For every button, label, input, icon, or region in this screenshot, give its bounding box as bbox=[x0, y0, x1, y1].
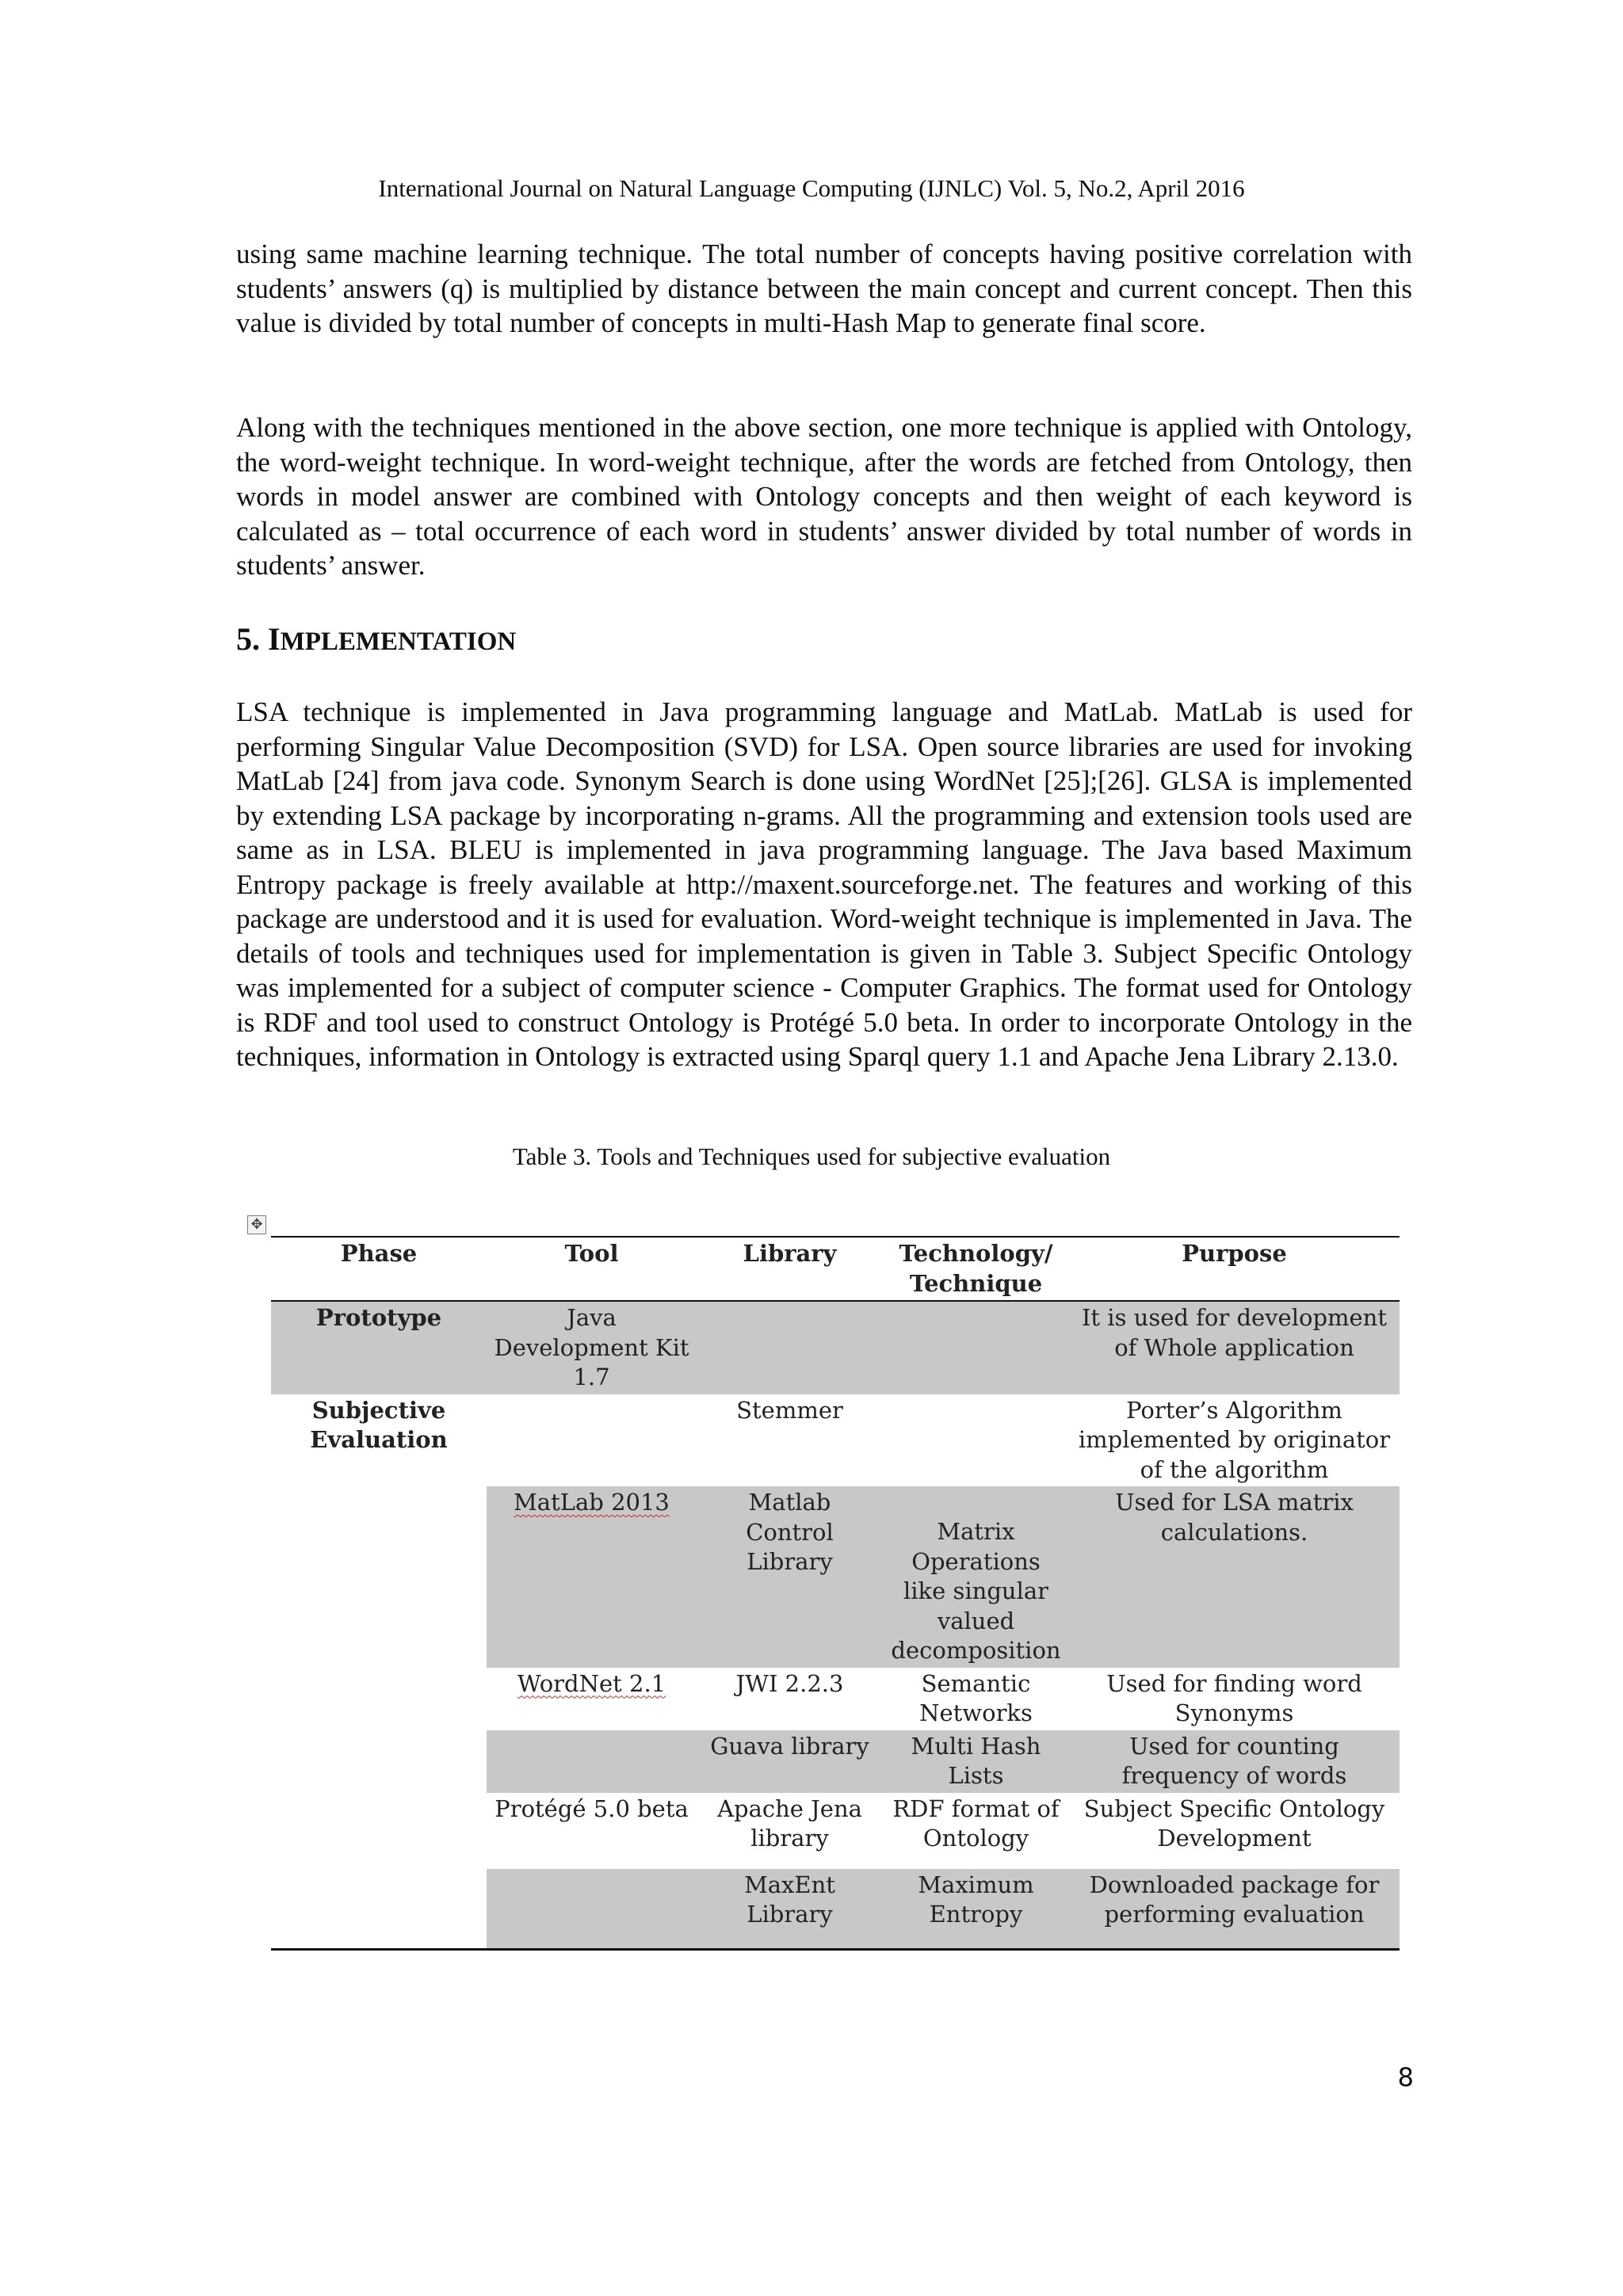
cell-purpose: Porter’s Algorithm implemented by originator of the algorithm bbox=[1078, 1396, 1391, 1483]
cell-library: Stemmer bbox=[736, 1396, 843, 1424]
cell-technique: Matrix Operations like singular valued decomposition bbox=[883, 1486, 1069, 1668]
header-library: Library bbox=[697, 1237, 883, 1301]
section-number: 5. bbox=[236, 621, 260, 657]
cell-tool-text: WordNet 2.1 bbox=[517, 1669, 666, 1697]
cell-phase bbox=[271, 1730, 487, 1793]
paragraph-implementation: LSA technique is implemented in Java programming language and MatLab. MatLab is used for performing Singular Value Decomposition (SVD) for LSA. Open source libraries are used for invoking MatLab [24] from java code. Synonym Search is done using WordNet [25];[26]. GLSA is implemented by extending LSA package by incorporating n-grams. All the programming and extension tools used are same as in LSA. BLEU is implemented in java programming language. The Java based Maximum Entropy package is freely available at http://maxent.sourceforge.net. The features and working of this package are understood and it is used for evaluation. Word-weight technique is implemented in Java. The details of tools and techniques used for implementation is given in Table 3. Subject Specific Ontology was implemented for a subject of computer science - Computer Graphics. The format used for Ontology is RDF and tool used to construct Ontology is Protégé 5.0 beta. In order to incorporate Ontology in the techniques, information in Ontology is extracted using Sparql query 1.1 and Apache Jena Library 2.13.0. bbox=[236, 696, 1412, 1072]
table-row-wordnet bbox=[271, 1668, 1400, 1730]
table-row-guava bbox=[271, 1730, 1400, 1793]
cell-technique: RDF format of Ontology bbox=[892, 1794, 1060, 1852]
cell-library-text: MaxEnt Library bbox=[744, 1871, 835, 1928]
cell-purpose: Downloaded package for performing evaluation bbox=[1069, 1869, 1400, 1950]
table-caption: Table 3. Tools and Techniques used for subjective evaluation bbox=[512, 1142, 1111, 1170]
header-purpose: Purpose bbox=[1069, 1237, 1400, 1301]
section-title-rest: MPLEMENTATION bbox=[280, 627, 517, 656]
table-row-stemmer bbox=[271, 1394, 1400, 1487]
cell-technique bbox=[883, 1301, 1069, 1394]
cell-purpose: Used for finding word Synonyms bbox=[1106, 1669, 1362, 1726]
table-header-row bbox=[271, 1237, 1400, 1301]
cell-tool bbox=[487, 1668, 697, 1730]
cell-phase bbox=[271, 1668, 487, 1730]
tools-techniques-table bbox=[271, 1236, 1400, 1951]
cell-phase bbox=[271, 1793, 487, 1869]
cell-phase: Prototype bbox=[315, 1304, 442, 1331]
cell-library-text: Matlab Control Library bbox=[746, 1489, 834, 1575]
section-title-initial: I bbox=[268, 621, 281, 657]
cell-purpose: Used for LSA matrix calculations. bbox=[1069, 1486, 1400, 1668]
header-tool: Tool bbox=[487, 1237, 697, 1301]
cell-phase bbox=[271, 1486, 487, 1668]
cell-technique: Multi Hash Lists bbox=[883, 1730, 1069, 1793]
cell-purpose: It is used for development of Whole application bbox=[1081, 1304, 1388, 1361]
cell-technique bbox=[883, 1394, 1069, 1487]
cell-tool bbox=[487, 1730, 697, 1793]
cell-library bbox=[697, 1869, 883, 1950]
cell-purpose: Subject Specific Ontology Development bbox=[1083, 1794, 1385, 1852]
paragraph-word-weight: Along with the techniques mentioned in the above section, one more technique is applied with Ontology, the word-weight technique. In word-weight technique, after the words are fetched from Ontology, then words in model answer are combined with Ontology concepts and then weight of each keyword is calculated as – total occurrence of each word in students’ answer divided by total number of words in students’ answer. bbox=[236, 412, 1412, 581]
cell-library bbox=[697, 1486, 883, 1668]
header-technique: Technology/ Technique bbox=[883, 1237, 1069, 1301]
table-row-protege bbox=[271, 1793, 1400, 1869]
cell-tool bbox=[487, 1394, 697, 1487]
paragraph-score-computation: using same machine learning technique. The total number of concepts having positive correlation with students’ answers (q) is multiplied by distance between the main concept and current concept. Then this value is divided by total number of concepts in multi-Hash Map to generate final score. bbox=[236, 238, 1412, 338]
cell-technique: Maximum Entropy bbox=[883, 1869, 1069, 1950]
cell-tool-text: MatLab 2013 bbox=[514, 1489, 670, 1516]
cell-phase bbox=[271, 1869, 487, 1950]
cell-tool bbox=[487, 1486, 697, 1668]
cell-library: Guava library bbox=[697, 1730, 883, 1793]
cell-technique: Semantic Networks bbox=[919, 1669, 1033, 1726]
cell-purpose: Used for counting frequency of words bbox=[1069, 1730, 1400, 1793]
cell-library: JWI 2.2.3 bbox=[735, 1669, 844, 1697]
table-row-matlab bbox=[271, 1486, 1400, 1668]
cell-library: Apache Jena library bbox=[717, 1794, 862, 1852]
table-move-handle-icon[interactable]: ✥ bbox=[247, 1215, 266, 1234]
header-phase: Phase bbox=[271, 1237, 487, 1301]
journal-header: International Journal on Natural Language Computing (IJNLC) Vol. 5, No.2, April 2016 bbox=[378, 174, 1245, 202]
table-row-maxent bbox=[271, 1869, 1400, 1950]
cell-phase: Subjective Evaluation bbox=[310, 1396, 448, 1453]
section-heading bbox=[236, 620, 516, 662]
cell-tool bbox=[487, 1869, 697, 1950]
cell-tool: Protégé 5.0 beta bbox=[495, 1794, 689, 1822]
cell-library bbox=[697, 1301, 883, 1394]
table-row-prototype bbox=[271, 1301, 1400, 1394]
cell-tool: Java Development Kit 1.7 bbox=[494, 1304, 689, 1390]
page-number: 8 bbox=[1397, 2062, 1414, 2092]
